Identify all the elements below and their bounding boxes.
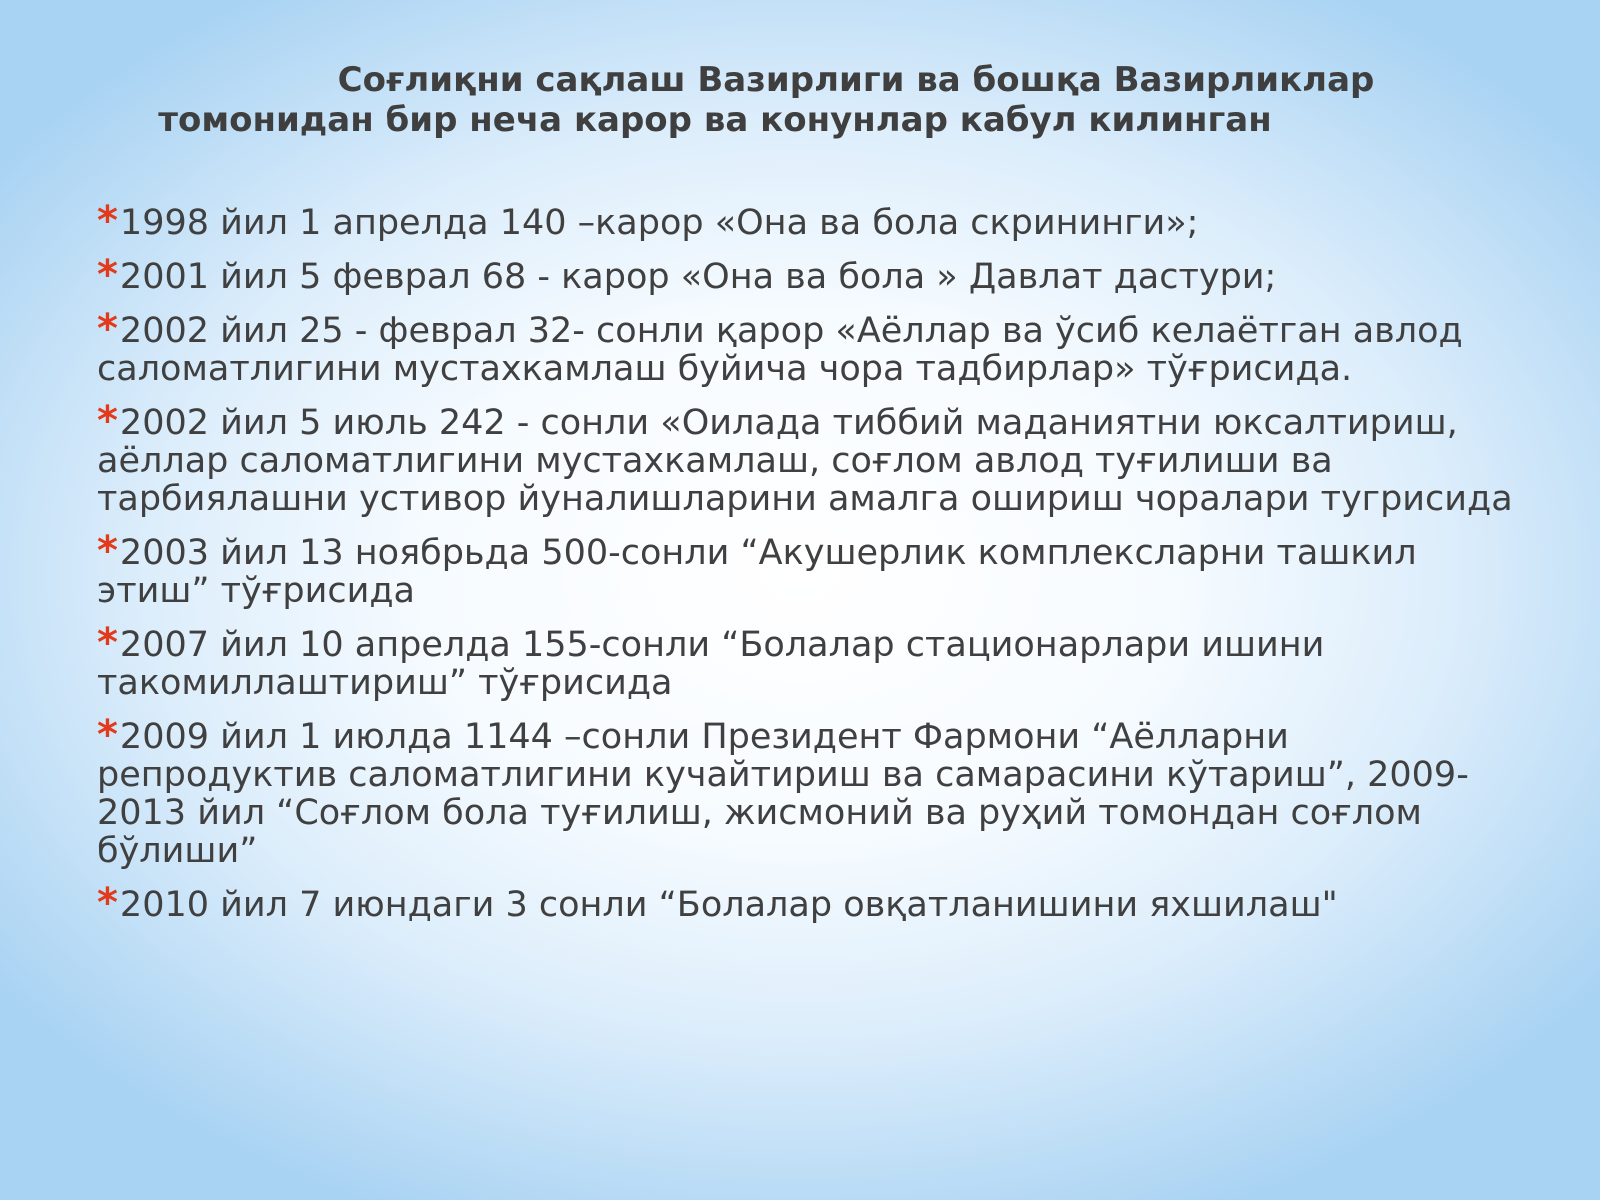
asterisk-bullet-icon: * bbox=[97, 712, 118, 758]
list-item bbox=[97, 528, 1517, 611]
asterisk-bullet-icon: * bbox=[97, 398, 118, 444]
decrees-list bbox=[97, 198, 1517, 940]
list-item bbox=[97, 712, 1517, 871]
slide-title bbox=[150, 60, 1450, 140]
asterisk-bullet-icon: * bbox=[97, 528, 118, 574]
list-item-text: 2009 йил 1 июлда 1144 –сонли Президент Фармони “Аёлларни репродуктив саломатлигини кучайтириш ва самарасини кўтариш”, 2009-2013 йил “Соғлом бола туғилиш, жисмоний ва руҳий томондан соғлом бўлиши” bbox=[97, 717, 1469, 871]
list-item bbox=[97, 880, 1517, 926]
list-item bbox=[97, 198, 1517, 244]
list-item bbox=[97, 620, 1517, 703]
slide-title-line-2: томонидан бир неча карор ва конунлар кабул килинган bbox=[158, 100, 1272, 140]
slide-title-line-1: Соғлиқни сақлаш Вазирлиги ва бошқа Вазирликлар bbox=[337, 60, 1375, 100]
list-item-text: 2007 йил 10 апрелда 155-сонли “Болалар стационарлари ишини такомиллаштириш” тўғрисида bbox=[97, 625, 1325, 703]
asterisk-bullet-icon: * bbox=[97, 306, 118, 352]
list-item-text: 2010 йил 7 июндаги 3 сонли “Болалар овқатланишини яхшилаш" bbox=[119, 885, 1338, 925]
list-item bbox=[97, 252, 1517, 298]
asterisk-bullet-icon: * bbox=[97, 252, 118, 298]
list-item-text: 2002 йил 25 - феврал 32- сонли қарор «Аёллар ва ўсиб келаётган авлод саломатлигини мустахкамлаш буйича чора тадбирлар» тўғрисида. bbox=[97, 311, 1463, 389]
asterisk-bullet-icon: * bbox=[97, 620, 118, 666]
list-item bbox=[97, 398, 1517, 519]
list-item-text: 2003 йил 13 ноябрьда 500-сонли “Акушерлик комплексларни ташкил этиш” тўғрисида bbox=[97, 533, 1417, 611]
asterisk-bullet-icon: * bbox=[97, 198, 118, 244]
asterisk-bullet-icon: * bbox=[97, 880, 118, 926]
list-item-text: 2001 йил 5 феврал 68 - карор «Она ва бола » Давлат дастури; bbox=[119, 257, 1277, 297]
list-item bbox=[97, 306, 1517, 389]
list-item-text: 1998 йил 1 апрелда 140 –карор «Она ва бола скрининги»; bbox=[119, 203, 1199, 243]
list-item-text: 2002 йил 5 июль 242 - сонли «Оилада тиббий маданиятни юксалтириш, аёллар саломатлигини мустахкамлаш, соғлом авлод туғилиши ва тарбиялашни устивор йуналишларини амалга ошириш чоралари тугрисида bbox=[97, 403, 1513, 519]
